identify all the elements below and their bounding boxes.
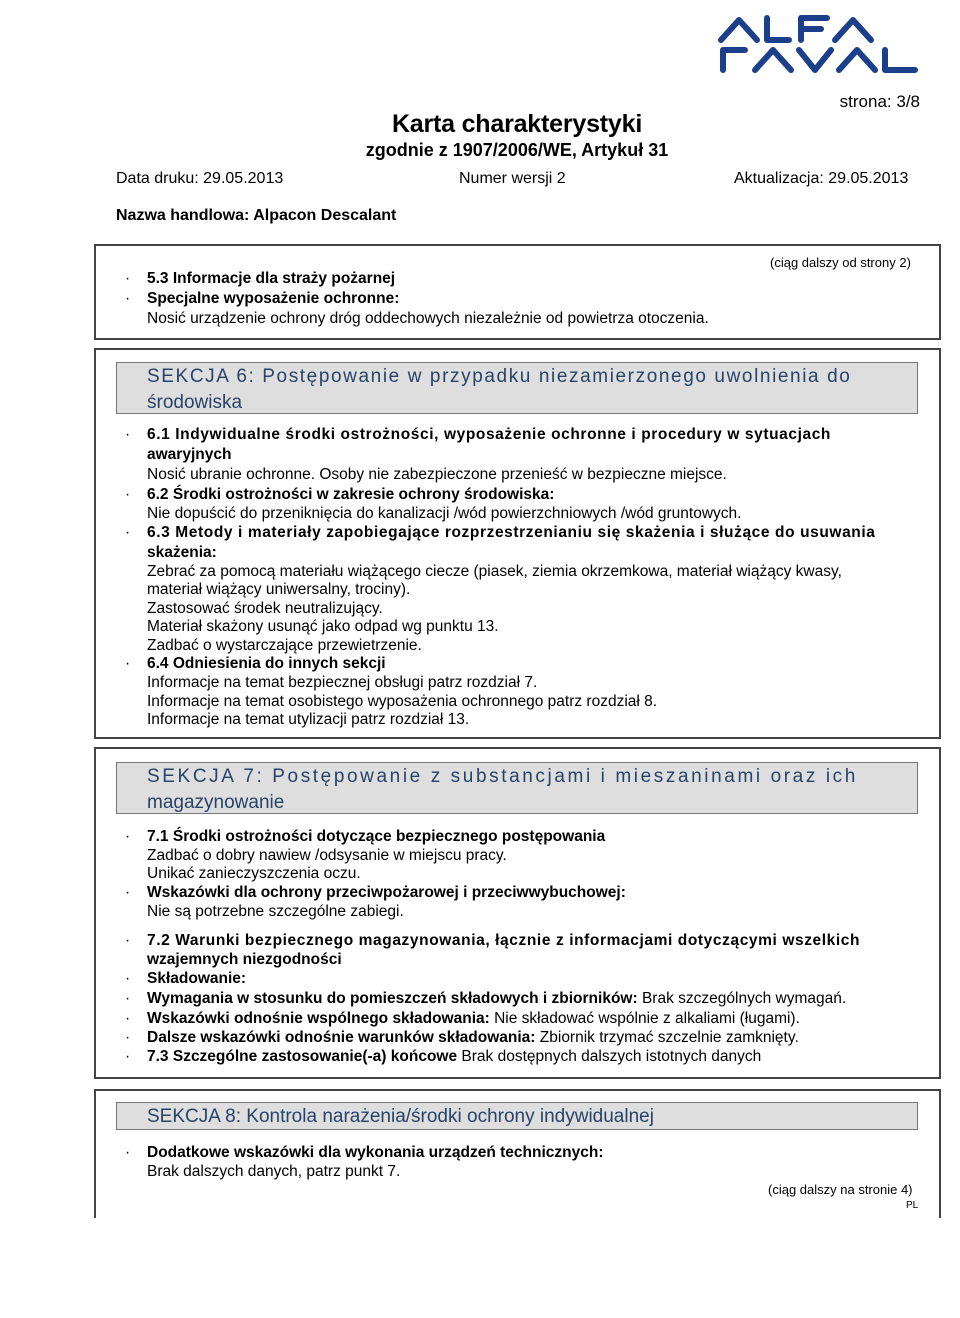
section-8-heading: SEKCJA 8: Kontrola narażenia/środki ochrony indywidualnej	[147, 1106, 654, 1127]
section-7-2-title-cont: wzajemnych niezgodności	[147, 951, 342, 968]
section-6-header	[116, 362, 918, 414]
section-7-1-text-2: Unikać zanieczyszczenia oczu.	[147, 865, 361, 882]
bullet: ·	[125, 990, 131, 1007]
bullet: ·	[125, 655, 131, 672]
storage-requirements-label: Wymagania w stosunku do pomieszczeń składowych i zbiorników:	[147, 990, 638, 1007]
continuation-next: (ciąg dalszy na stronie 4)	[768, 1182, 913, 1197]
section-6-3-title-cont: skażenia:	[147, 544, 217, 561]
common-storage-label: Wskazówki odnośnie wspólnego składowania:	[147, 1010, 490, 1027]
section-6-4-text-1: Informacje na temat bezpiecznej obsługi patrz rozdział 7.	[147, 674, 538, 691]
section-6-4-text-3: Informacje na temat utylizacji patrz rozdział 13.	[147, 711, 470, 728]
bullet: ·	[125, 970, 131, 987]
common-storage-text: Nie składować wspólnie z alkaliami (ługami).	[494, 1010, 800, 1027]
section-6-3-text-1: Zebrać za pomocą materiału wiążącego ciecze (piasek, ziemia okrzemkowa, materiał wiążący kwasy,	[147, 563, 842, 580]
section-7-1-title: 7.1 Środki ostrożności dotyczące bezpiecznego postępowania	[147, 828, 606, 845]
further-storage	[147, 1028, 799, 1047]
document-title: Karta charakterystyki	[391, 110, 643, 138]
trade-name: Nazwa handlowa: Alpacon Descalant	[116, 207, 397, 224]
section-6-4-text-2: Informacje na temat osobistego wyposażenia ochronnego patrz rozdział 8.	[147, 693, 658, 710]
section-7-heading-line2: magazynowanie	[147, 792, 285, 813]
section-6-2-text: Nie dopuścić do przeniknięcia do kanalizacji /wód powierzchniowych /wód gruntowych.	[147, 505, 742, 522]
section-6-2-title: 6.2 Środki ostrożności w zakresie ochrony środowiska:	[147, 486, 555, 503]
bullet: ·	[125, 1029, 131, 1046]
section-6-1-title-cont: awaryjnych	[147, 446, 232, 463]
fire-protection-title: Wskazówki dla ochrony przeciwpożarowej i przeciwwybuchowej:	[147, 884, 626, 901]
fire-protection-text: Nie są potrzebne szczególne zabiegi.	[147, 903, 404, 920]
section-5-3-title: 5.3 Informacje dla straży pożarnej	[147, 270, 396, 287]
section-7-3-label: 7.3 Szczególne zastosowanie(-a) końcowe	[147, 1048, 458, 1065]
section-7-1-text-1: Zadbać o dobry nawiew /odsysanie w miejscu pracy.	[147, 847, 507, 864]
language-code: PL	[906, 1200, 919, 1211]
section-6-3-title: 6.3 Metody i materiały zapobiegające rozprzestrzenianiu się skażenia i służące do usuwania	[147, 524, 876, 541]
section-6-3-text-2: materiał wiążący uniwersalny, trociny).	[147, 581, 411, 598]
bullet: ·	[125, 828, 131, 845]
page-number: strona: 3/8	[839, 92, 920, 111]
section-6-3-text-4: Materiał skażony usunąć jako odpad wg punktu 13.	[147, 618, 499, 635]
bullet: ·	[125, 932, 131, 949]
section-6-3-text-5: Zadbać o wystarczające przewietrzenie.	[147, 637, 422, 654]
storage-requirements	[147, 989, 846, 1008]
bullet: ·	[125, 1010, 131, 1027]
section-6-1-title: 6.1 Indywidualne środki ostrożności, wyposażenie ochronne i procedury w sytuacjach	[147, 426, 832, 443]
technical-guidance-title: Dodatkowe wskazówki dla wykonania urządzeń technicznych:	[147, 1144, 604, 1161]
section-7-3	[147, 1047, 761, 1066]
section-8-header	[116, 1102, 918, 1130]
bullet: ·	[125, 426, 131, 443]
section-6-3-text-3: Zastosować środek neutralizujący.	[147, 600, 383, 617]
protective-equipment-label: Specjalne wyposażenie ochronne:	[147, 290, 400, 307]
section-6-heading-line1: SEKCJA 6: Postępowanie w przypadku niezamierzonego uwolnienia do	[147, 366, 852, 387]
section-6-heading-line2: środowiska	[147, 392, 243, 413]
storage-label: Składowanie:	[147, 970, 247, 987]
update-date: Aktualizacja: 29.05.2013	[734, 170, 909, 187]
version-number: Numer wersji 2	[459, 170, 566, 187]
alfa-laval-logo	[715, 4, 930, 76]
storage-requirements-text: Brak szczególnych wymagań.	[641, 990, 847, 1007]
bullet: ·	[125, 1048, 131, 1065]
section-7-3-text: Brak dostępnych dalszych istotnych danych	[461, 1048, 762, 1065]
bullet: ·	[125, 270, 131, 287]
logo-graphic	[715, 4, 930, 76]
bullet: ·	[125, 884, 131, 901]
common-storage	[147, 1009, 800, 1028]
bullet: ·	[125, 290, 131, 307]
bullet: ·	[125, 486, 131, 503]
section-6-1-text: Nosić ubranie ochronne. Osoby nie zabezpieczone przenieść w bezpieczne miejsce.	[147, 466, 727, 483]
section-6-4-title: 6.4 Odniesienia do innych sekcji	[147, 655, 386, 672]
bullet: ·	[125, 524, 131, 541]
further-storage-label: Dalsze wskazówki odnośnie warunków składowania:	[147, 1029, 536, 1046]
bullet: ·	[125, 1144, 131, 1161]
print-date: Data druku: 29.05.2013	[116, 170, 284, 187]
protective-equipment-text: Nosić urządzenie ochrony dróg oddechowych niezależnie od powietrza otoczenia.	[147, 310, 709, 327]
section-7-2-title: 7.2 Warunki bezpiecznego magazynowania, łącznie z informacjami dotyczącymi wszelkich	[147, 932, 861, 949]
further-storage-text: Zbiornik trzymać szczelnie zamknięty.	[539, 1029, 799, 1046]
section-7-header	[116, 762, 918, 814]
section-7-heading-line1: SEKCJA 7: Postępowanie z substancjami i mieszaninami oraz ich	[147, 766, 858, 787]
document-subtitle: zgodnie z 1907/2006/WE, Artykuł 31	[365, 140, 669, 160]
continuation-from: (ciąg dalszy od strony 2)	[770, 255, 911, 270]
technical-guidance-text: Brak dalszych danych, patrz punkt 7.	[147, 1163, 401, 1180]
